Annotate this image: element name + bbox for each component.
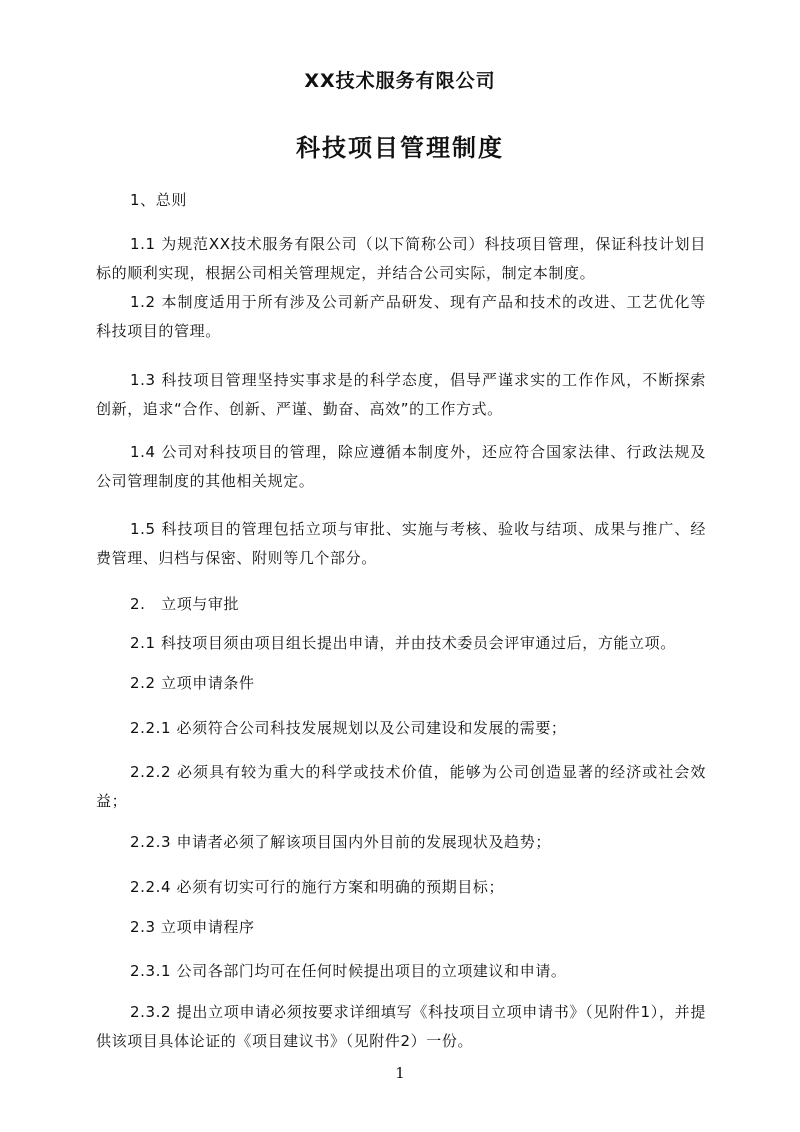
paragraph-1-2: 1.2 本制度适用于所有涉及公司新产品研发、现有产品和技术的改进、工艺优化等科技项目的管理。 (96, 293, 706, 340)
section-heading-approval: 2. 立项与审批 (130, 595, 240, 613)
document-title: 科技项目管理制度 (296, 134, 504, 162)
paragraph-1-5: 1.5 科技项目的管理包括立项与审批、实施与考核、验收与结项、成果与推广、经费管理、归档与保密、附则等几个部分。 (96, 520, 706, 567)
paragraph-2-2-4: 2.2.4 必须有切实可行的施行方案和明确的预期目标； (130, 878, 505, 896)
paragraph-2-1: 2.1 科技项目须由项目组长提出申请，并由技术委员会评审通过后，方能立项。 (130, 634, 676, 652)
paragraph-1-1: 1.1 为规范XX技术服务有限公司（以下简称公司）科技项目管理，保证科技计划目标的顺利实现，根据公司相关管理规定，并结合公司实际，制定本制度。 (96, 235, 706, 282)
company-name: XX技术服务有限公司 (304, 70, 496, 92)
section-heading-general: 1、总则 (130, 191, 187, 209)
paragraph-2-3-1: 2.3.1 公司各部门均可在任何时候提出项目的立项建议和申请。 (130, 962, 567, 980)
paragraph-2-2-3: 2.2.3 申请者必须了解该项目国内外目前的发展现状及趋势； (130, 833, 551, 851)
paragraph-1-3: 1.3 科技项目管理坚持实事求是的科学态度，倡导严谨求实的工作作风，不断探索创新，追求“合作、创新、严谨、勤奋、高效”的工作方式。 (96, 371, 706, 418)
paragraph-2-2: 2.2 立项申请条件 (130, 674, 255, 692)
paragraph-2-3-2: 2.3.2 提出立项申请必须按要求详细填写《科技项目立项申请书》（见附件1），并提供该项目具体论证的《项目建议书》（见附件2）一份。 (96, 1003, 706, 1050)
paragraph-2-2-1: 2.2.1 必须符合公司科技发展规划以及公司建设和发展的需要； (130, 719, 567, 737)
paragraph-1-4: 1.4 公司对科技项目的管理，除应遵循本制度外，还应符合国家法律、行政法规及公司管理制度的其他相关规定。 (96, 443, 706, 490)
paragraph-2-3: 2.3 立项申请程序 (130, 918, 255, 936)
paragraph-2-2-2: 2.2.2 必须具有较为重大的科学或技术价值，能够为公司创造显著的经济或社会效益； (96, 763, 706, 810)
page-number: 1 (395, 1064, 405, 1082)
